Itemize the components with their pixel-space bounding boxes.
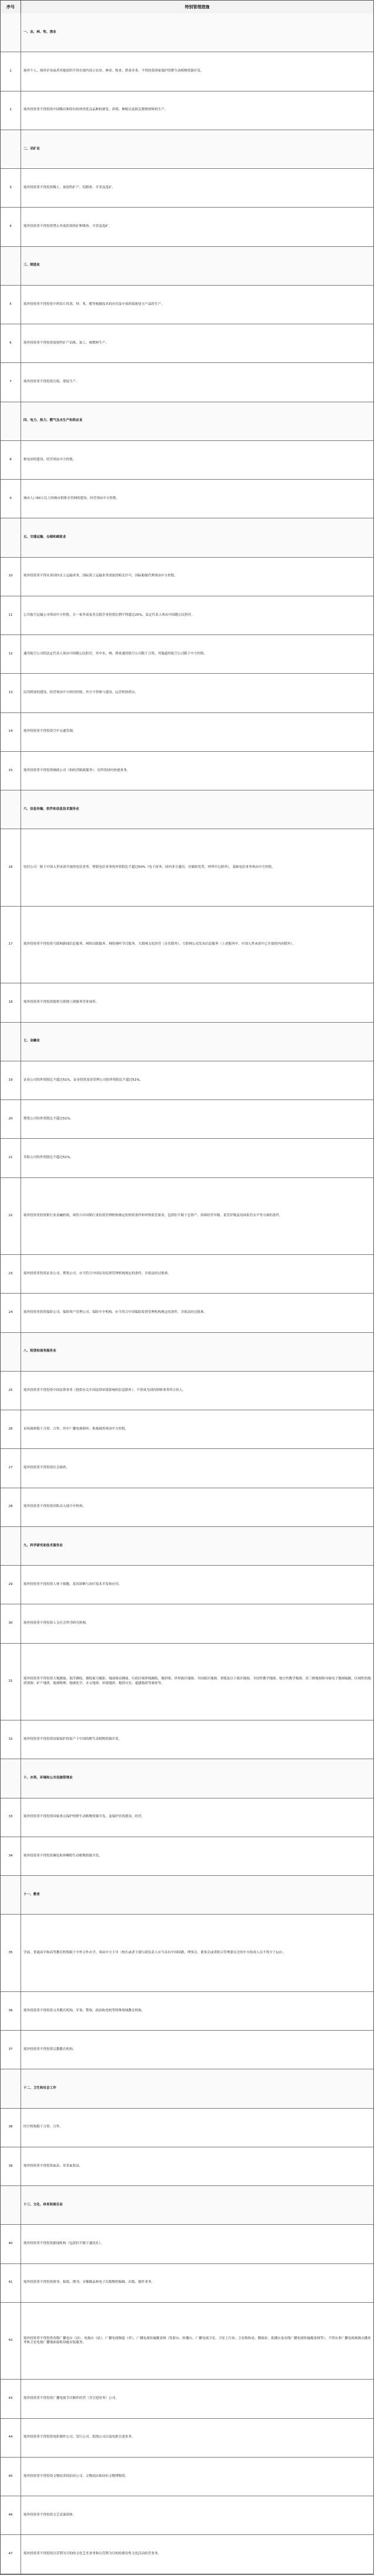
table-header <box>1 1 373 14</box>
measure-text: 境外投资者不得投资社会调查。 <box>23 1466 70 1470</box>
measure-number: 5 <box>1 286 21 324</box>
measure-text: 境外投资者投资银行业金融机构，须符合中国银行业监督管理机构规定的资质条件和审慎监管要求，包括但不限于总资产、持续经营年限、监管评级及母国监管水平等方面的条件。 <box>23 1214 282 1218</box>
section-number-cell <box>1 13 21 52</box>
section-row <box>1 518 373 557</box>
measure-number: 31 <box>1 1644 21 1720</box>
measure-number: 23 <box>1 1255 21 1293</box>
measure-text: 境外投资者不得投资稀土、放射性矿产、钨勘查、开采及选矿。 <box>23 185 115 189</box>
section-title: 四、电力、热力、燃气及水生产和供应业 <box>23 419 83 423</box>
measure-row <box>1 2419 373 2458</box>
section-number-cell <box>1 1527 21 1565</box>
measure-number: 27 <box>1 1449 21 1487</box>
measure-text: 境外投资者不得投资濒危和珍稀野生动植物资源开发。 <box>23 1854 103 1858</box>
measure-row <box>1 2264 373 2303</box>
measure-number: 10 <box>1 558 21 596</box>
section-title: 一、农、林、牧、渔业 <box>23 30 56 34</box>
section-title: 六、信息传输、软件和信息技术服务业 <box>23 807 80 811</box>
section-title: 十二、卫生和社会工作 <box>23 2086 56 2090</box>
measure-text: 民用机场的建设、经营须由中方相对控股。外方不得参与建设、运营机场塔台。 <box>23 691 138 695</box>
measure-text: 境外投资者不得从事国内水上运输业务，国际海上运输业务需取得相关许可，国际船舶代理须由中方控股。 <box>23 574 178 578</box>
measure-text: 寿险公司的外资股比不超过51%。 <box>23 1156 74 1160</box>
measure-row <box>1 1798 373 1837</box>
measure-row <box>1 1915 373 1992</box>
measure-text: 境外投资者不得投资血站、单采血浆站。 <box>23 2164 83 2168</box>
measure-row <box>1 1566 373 1604</box>
measure-number: 30 <box>1 1604 21 1642</box>
measure-number: 12 <box>1 635 21 673</box>
measure-row <box>1 480 373 518</box>
section-row <box>1 1333 373 1372</box>
measure-text: 境外投资者不得投资文艺表演团体。 <box>23 2513 76 2517</box>
measure-text: 境外个人、境外企业或者其他组织不得在境内设立农业、林业、牧业、渔业企业，不得投资国家保护的野生动植物资源开发。 <box>23 69 204 73</box>
measure-row <box>1 1255 373 1294</box>
measure-row <box>1 2496 373 2535</box>
measure-number: 45 <box>1 2458 21 2496</box>
measure-row <box>1 2535 373 2574</box>
measure-text: 境外投资者不得投资中国稀有和特有的珍贵优良品种的研发、养殖、种植以及相关繁殖材料的生产。 <box>23 108 168 112</box>
measure-row <box>1 713 373 752</box>
measure-row <box>1 441 373 480</box>
measure-row <box>1 1139 373 1177</box>
section-number-cell <box>1 1023 21 1061</box>
section-row <box>1 2186 373 2225</box>
measure-number: 9 <box>1 480 21 518</box>
section-number-cell <box>1 790 21 829</box>
section-row <box>1 2069 373 2108</box>
measure-text: 通用航空公司的法定代表人须由中国籍公民担任，其中农、林、渔业通用航空公司限于合资，其他通用航空公司限于中方控股。 <box>23 651 207 656</box>
measure-number: 8 <box>1 441 21 479</box>
measure-text: 境外投资者不得投资新闻机构（包括但不限于通讯社）。 <box>23 2242 104 2246</box>
measure-row <box>1 829 373 907</box>
measure-number: 33 <box>1 1798 21 1837</box>
measure-number: 16 <box>1 829 21 906</box>
measure-text: 证券公司的外资股比不超过51%，证券投资基金管理公司的外资股比不超过51%。 <box>23 1078 143 1082</box>
measure-text: 境外投资者投资保险公司、保险资产管理公司、保险中介机构，应当符合中国保险监督管理机构规定的条件，并依法经过批准。 <box>23 1311 207 1315</box>
measure-row <box>1 363 373 402</box>
measure-row <box>1 1294 373 1332</box>
measure-row <box>1 52 373 91</box>
measure-number: 39 <box>1 2147 21 2185</box>
measure-number: 34 <box>1 1837 21 1875</box>
section-row <box>1 1527 373 1566</box>
measure-number: 7 <box>1 363 21 401</box>
measure-text: 城市人口50万以上的城市供排水管网的建设、经营须由中方控股。 <box>23 496 120 500</box>
measure-text: 境外投资者不得投资国家重点保护的野生动植物资源开发，及保护区的建设、经营。 <box>23 1815 145 1819</box>
measure-number: 44 <box>1 2419 21 2457</box>
measure-row <box>1 1604 373 1643</box>
section-row <box>1 130 373 169</box>
measure-number: 20 <box>1 1100 21 1138</box>
measure-number: 26 <box>1 1410 21 1448</box>
measure-number: 41 <box>1 2264 21 2302</box>
section-number-cell <box>1 130 21 168</box>
table-body <box>1 13 373 2574</box>
measure-text: 境外投资者不得投资以营利为目的的文化艺术业务和以营利为目的的群众性文化活动经营业务。 <box>23 2552 161 2556</box>
measure-row <box>1 324 373 363</box>
section-row <box>1 13 373 52</box>
measure-row <box>1 2303 373 2380</box>
measure-text: 核电站的建设、经营须由中方控股。 <box>23 457 76 461</box>
measure-text: 境外投资者不得投资电影制作公司、发行公司、院线公司以及电影引进业务。 <box>23 2435 135 2439</box>
section-row <box>1 1759 373 1798</box>
measure-row <box>1 674 373 712</box>
measure-number: 35 <box>1 1915 21 1991</box>
section-title: 二、采矿业 <box>23 147 40 151</box>
measure-row <box>1 2380 373 2418</box>
measure-row <box>1 1837 373 1876</box>
section-number-cell <box>1 1759 21 1797</box>
measure-number: 46 <box>1 2496 21 2534</box>
measure-number: 3 <box>1 169 21 207</box>
section-number-cell <box>1 2186 21 2224</box>
measure-row <box>1 1644 373 1721</box>
measure-number: 24 <box>1 1294 21 1332</box>
measure-text: 境外投资者不得投资邮政公司（和经营邮政服务）、信件的国内快递业务。 <box>23 768 130 772</box>
measure-number: 11 <box>1 596 21 634</box>
measure-text: 境外投资者不得投资互联网新闻信息服务、网络出版服务、网络视听节目服务、互联网文化经营（音乐除外）、互联网公众发布信息服务（上述服务中，中国入世承诺中已开放的内容除外）。 <box>23 942 296 946</box>
header-measure: 特别管理措施 <box>185 5 210 9</box>
measure-text: 期货公司的外资股比不超过51%。 <box>23 1116 74 1121</box>
measure-row <box>1 2147 373 2186</box>
measure-row <box>1 1449 373 1488</box>
measure-number: 13 <box>1 674 21 712</box>
measure-row <box>1 91 373 130</box>
measure-text: 境外投资者不得投资图书、报纸、期刊、音像制品和电子出版物的编辑、出版、制作业务。 <box>23 2280 155 2285</box>
measure-number: 40 <box>1 2225 21 2263</box>
measure-row <box>1 907 373 984</box>
section-row <box>1 790 373 829</box>
section-row <box>1 247 373 286</box>
measure-text: 境外投资者不得投资放射性矿产冶炼、加工，核燃料生产。 <box>23 341 109 345</box>
section-number-cell <box>1 1333 21 1371</box>
measure-number: 21 <box>1 1139 21 1177</box>
section-number-cell <box>1 2069 21 2107</box>
measure-row <box>1 1720 373 1759</box>
measure-number: 25 <box>1 1372 21 1410</box>
measure-number: 19 <box>1 1061 21 1099</box>
measure-text: 境外投资者投资证券公司、期货公司，应当符合中国证券监督管理机构规定的条件，并依法经过批准。 <box>23 1271 171 1275</box>
measure-row <box>1 1372 373 1410</box>
section-number-cell <box>1 1876 21 1914</box>
section-row <box>1 1876 373 1915</box>
measure-row <box>1 635 373 674</box>
measure-text: 境外投资者不得投资人体干细胞、基因诊断与治疗技术开发和应用。 <box>23 1582 122 1586</box>
section-title: 八、租赁和商务服务业 <box>23 1349 56 1353</box>
measure-text: 公共航空运输公司须由中方控股，且一家外商及其关联企业投资比例不得超过25%，法定代表人须由中国籍公民担任。 <box>23 613 195 617</box>
measure-text: 医疗机构限于合资、合作。 <box>23 2125 63 2129</box>
section-title: 十一、教育 <box>23 1892 40 1896</box>
section-title: 七、金融业 <box>23 1039 40 1043</box>
measure-number: 38 <box>1 2109 21 2147</box>
measure-row <box>1 2109 373 2147</box>
measure-text: 学前、普通高中和高等教育机构限于中外合作办学，须由中方主导（校长或者主要行政负责人应当具有中国国籍，理事会、董事会或者联合管理委员会的中方组成人员不得少于1/2）。 <box>23 1950 287 1954</box>
measure-row <box>1 2225 373 2263</box>
measure-text: 境外投资者不得投资国家保护的原产于中国的野生动植物资源开发。 <box>23 1737 122 1741</box>
measure-number: 32 <box>1 1720 21 1759</box>
section-row <box>1 1023 373 1061</box>
section-number-cell <box>1 518 21 556</box>
measure-text: 市场调查限于合资、合作，其中广播电视收听、收视调查须由中方控股。 <box>23 1427 129 1431</box>
measure-row <box>1 1178 373 1255</box>
measure-text: 境外投资者不得投资义务教育机构、军事、警察、政治和党校等特殊领域教育机构。 <box>23 2008 145 2012</box>
measure-row <box>1 1488 373 1527</box>
measure-text: 境外投资者不得投资大地测量、海洋测绘、测绘航空摄影、地面移动测量、行政区域界线测绘，地形图、世界政区地图、全国政区地图、省级及以下政区地图、全国性教学地图、地方性教学地图、真三维地图和导航电子地图编制，区域性的地质填图、矿产地质、地球物理、地球化学、水文地质、环境地质、地质灾害、遥感地质等调查等。 <box>23 1677 371 1685</box>
measure-text: 境外投资者不得投资文物拍卖的拍卖公司、文物商店和国有文物博物馆。 <box>23 2474 129 2478</box>
measure-text: 境外投资者不得投资中国法律事务（提供有关中国法律环境影响的信息除外），不得成为国内律师事务所合伙人。 <box>23 1388 186 1392</box>
section-title: 十、水利、环境和公共设施管理业 <box>23 1776 73 1780</box>
measure-text: 境外投资者不得投资人文社会科学研究机构。 <box>23 1621 89 1625</box>
measure-text: 电信公司：限于中国入世承诺开放的电信业务，增值电信业务的外资股比不超过50%（电子商务、国内多方通信、存储转发类、呼叫中心除外），基础电信业务须由中方控股。 <box>23 865 275 869</box>
measure-row <box>1 1992 373 2031</box>
section-number-cell <box>1 247 21 285</box>
measure-number: 2 <box>1 91 21 130</box>
measure-text: 境外投资者不得投资提供互联网上网服务营业场所。 <box>23 1000 99 1004</box>
measure-number: 17 <box>1 907 21 983</box>
measure-number: 47 <box>1 2535 21 2573</box>
section-title: 九、科学研究和技术服务业 <box>23 1543 63 1547</box>
measure-row <box>1 2031 373 2069</box>
measure-number: 37 <box>1 2031 21 2069</box>
measure-row <box>1 558 373 596</box>
measure-number: 18 <box>1 983 21 1021</box>
measure-row <box>1 1100 373 1139</box>
measure-number: 4 <box>1 208 21 246</box>
section-title: 五、交通运输、仓储和邮政业 <box>23 535 66 539</box>
measure-number: 22 <box>1 1178 21 1255</box>
measure-text: 境外投资者不得投资空中交通管制。 <box>23 729 76 734</box>
measure-number: 36 <box>1 1992 21 2030</box>
measure-text: 境外投资者不得投资禁止外商投资的矿种勘查、开采及选矿。 <box>23 225 112 229</box>
measure-row <box>1 752 373 790</box>
section-title: 三、制造业 <box>23 263 40 267</box>
measure-number: 6 <box>1 324 21 362</box>
measure-number: 43 <box>1 2380 21 2418</box>
measure-row <box>1 1061 373 1100</box>
section-row <box>1 402 373 441</box>
measure-text: 境外投资者不得投资广播电视节目制作经营（含引进业务）公司。 <box>23 2397 119 2401</box>
measure-row <box>1 169 373 208</box>
section-title: 十三、文化、体育和娱乐业 <box>23 2202 63 2207</box>
measure-text: 境外投资者不得投资宣纸、墨锭生产。 <box>23 380 80 384</box>
measure-text: 境外投资者不得投资各级广播电台（站）、电视台（站）、广播电视频道（率）、广播电视传输覆盖网（发射台、转播台、广播电视卫星、卫星上行站、卫星收转站、微波站、监测台及有线广播电视传输覆盖网等），不得从事广播电视视频点播业务和卫星电视广播地面接收设施安装服务。 <box>23 2336 371 2345</box>
measure-text: 境外投资者不得投资因私出入境中介机构。 <box>23 1505 86 1509</box>
measure-row <box>1 983 373 1022</box>
measure-row <box>1 596 373 635</box>
measure-text: 境外投资者不得投资中药饮片的蒸、炒、炙、煅等炮制技术的应用及中成药保密处方产品的生产。 <box>23 302 165 306</box>
measure-number: 14 <box>1 713 21 751</box>
measure-number: 15 <box>1 752 21 790</box>
header-number: 序号 <box>1 1 21 13</box>
section-number-cell <box>1 402 21 440</box>
measure-number: 1 <box>1 52 21 90</box>
measure-text: 境外投资者不得投资宗教教育机构。 <box>23 2047 76 2051</box>
measure-row <box>1 208 373 246</box>
measure-number: 42 <box>1 2303 21 2380</box>
measure-row <box>1 2458 373 2496</box>
measure-row <box>1 1410 373 1449</box>
measure-number: 29 <box>1 1566 21 1604</box>
measure-number: 28 <box>1 1488 21 1526</box>
measure-row <box>1 286 373 324</box>
